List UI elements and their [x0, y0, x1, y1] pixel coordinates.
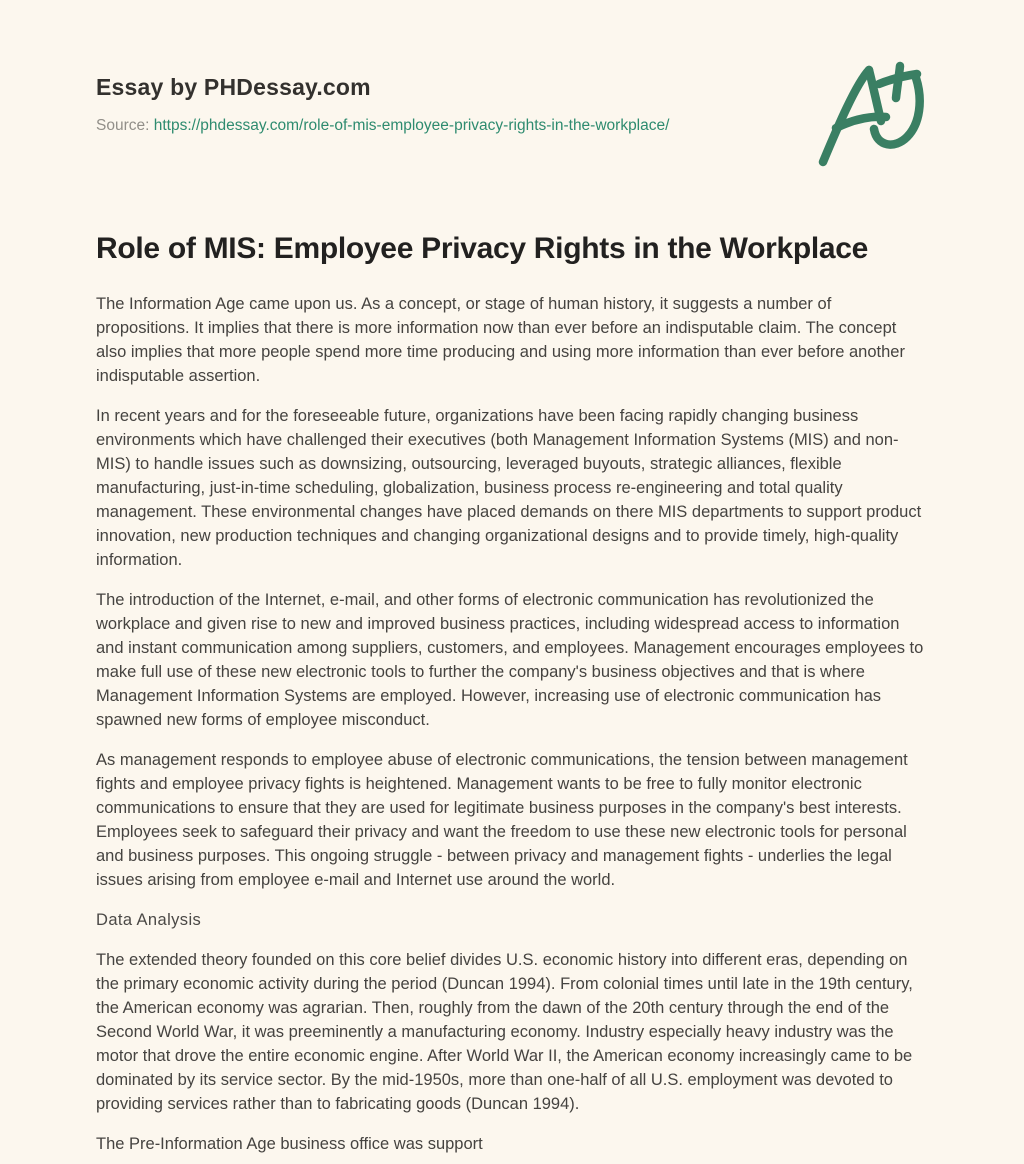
source-link[interactable]: https://phdessay.com/role-of-mis-employee-privacy-rights-in-the-workplace/ — [153, 117, 670, 134]
essay-paragraph: The Pre-Information Age business office was support — [96, 1135, 483, 1153]
page-header — [96, 58, 928, 170]
section-heading-data-analysis: Data Analysis — [96, 911, 202, 929]
essay-paragraph: As management responds to employee abuse of electronic communications, the tension between management fights and employee privacy fights is heightened. Management wants to be free to fully monitor electronic communications to ensure that they are used for legitimate business purposes in the company's best interests. Employees seek to safeguard their privacy and want the freedom to use these new electronic tools for personal and business purposes. This ongoing struggle - between privacy and management fights - underlies the legal issues arising from employee e-mail and Internet use around the world. — [96, 751, 908, 889]
source-line — [96, 117, 669, 135]
header-text-block — [96, 58, 669, 135]
essay-paragraph: The Information Age came upon us. As a concept, or stage of human history, it suggests a number of propositions. It implies that there is more information now than ever before an indisputable claim. The concept also implies that more people spend more time producing and using more information than ever before another indisputable assertion. — [96, 295, 905, 385]
essay-body — [96, 292, 928, 1156]
essay-paragraph: The introduction of the Internet, e-mail, and other forms of electronic communication has revolutionized the workplace and given rise to new and improved business practices, including widespread access to information and instant communication among suppliers, customers, and employees. Management encourages employees to make full use of these new electronic tools to further the company's business objectives and that is where Management Information Systems are employed. However, increasing use of electronic communication has spawned new forms of employee misconduct. — [96, 591, 924, 729]
source-label: Source: — [96, 117, 150, 134]
phdessay-a-plus-logo-icon — [816, 58, 936, 170]
site-title: Essay by PHDessay.com — [96, 74, 371, 100]
essay-paragraph: The extended theory founded on this core belief divides U.S. economic history into different eras, depending on the primary economic activity during the period (Duncan 1994). From colonial times until late in the 19th century, the American economy was agrarian. Then, roughly from the dawn of the 20th century through the end of the Second World War, it was preeminently a manufacturing economy. Industry especially heavy industry was the motor that drove the entire economic engine. After World War II, the American economy increasingly came to be dominated by its service sector. By the mid-1950s, more than one-half of all U.S. employment was devoted to providing services rather than to fabricating goods (Duncan 1994). — [96, 951, 913, 1113]
essay-paragraph: In recent years and for the foreseeable future, organizations have been facing rapidly changing business environments which have challenged their executives (both Management Information Systems (MIS) and non-MIS) to handle issues such as downsizing, outsourcing, leveraged buyouts, strategic alliances, flexible manufacturing, just-in-time scheduling, globalization, business process re-engineering and total quality management. These environmental changes have placed demands on there MIS departments to support product innovation, new production techniques and changing organizational designs and to provide timely, high-quality information. — [96, 407, 922, 569]
essay-title: Role of MIS: Employee Privacy Rights in the Workplace — [96, 232, 869, 265]
